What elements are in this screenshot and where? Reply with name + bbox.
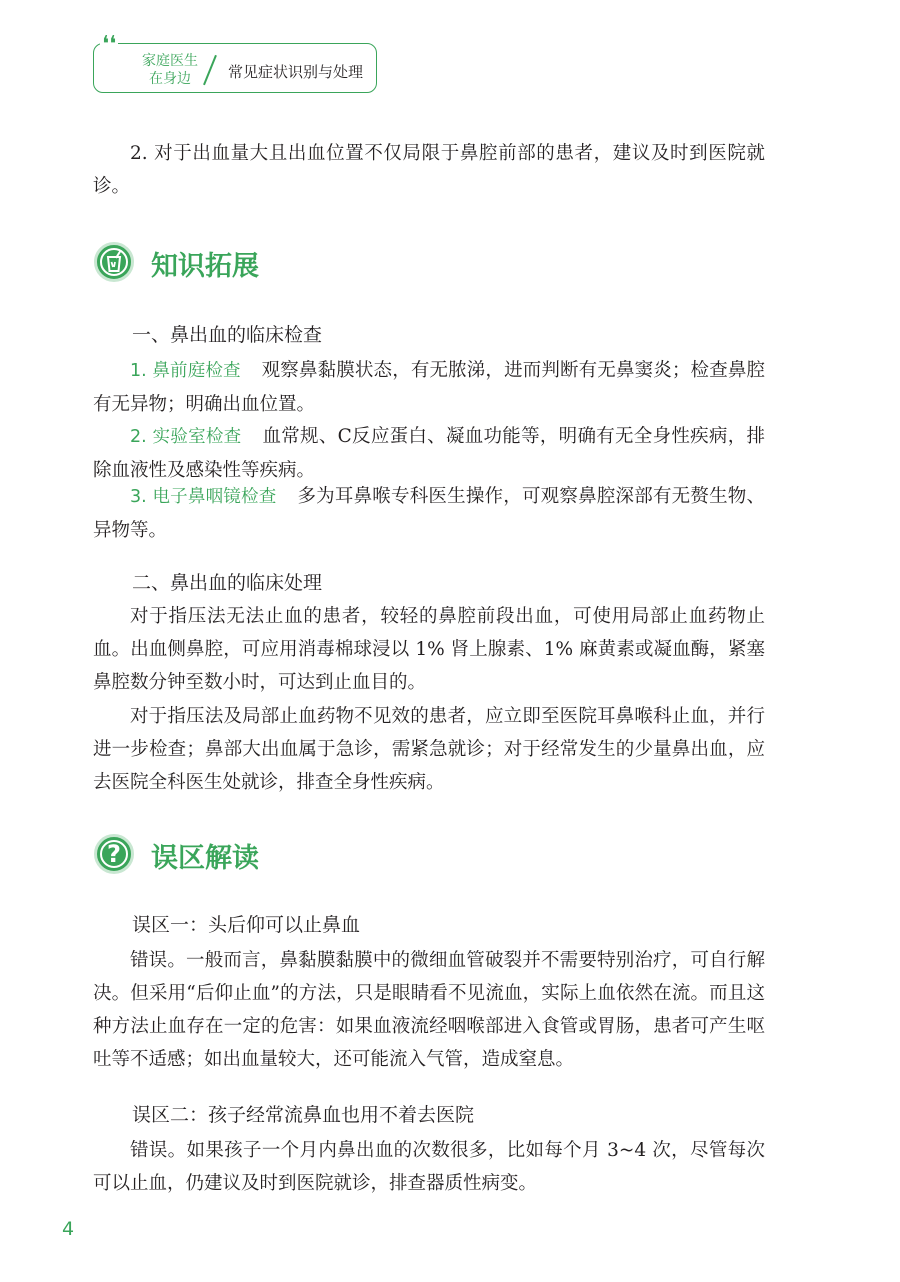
myths-section-title: 误区解读 — [151, 843, 259, 874]
drink-cup-icon — [94, 242, 134, 282]
exam-text: 多为耳鼻喉专科医生操作，可观察鼻腔深部有无赘生物、异物等。 — [93, 486, 765, 541]
series-title-line1: 家庭医生 — [142, 53, 198, 69]
myth-heading: 误区二：孩子经常流鼻血也用不着去医院 — [132, 1104, 475, 1126]
exam-term: 1. 鼻前庭检查 — [130, 361, 241, 381]
exam-term: 3. 电子鼻咽镜检查 — [130, 487, 277, 507]
treatment-paragraph: 对于指压法及局部止血药物不见效的患者，应立即至医院耳鼻喉科止血，并行进一步检查；鼻部大出血属于急诊，需紧急就诊；对于经常发生的少量鼻出血，应去医院全科医生处就诊，排查全身性疾病。 — [93, 706, 765, 793]
exam-heading: 一、鼻出血的临床检查 — [132, 324, 323, 346]
series-title-line2: 在身边 — [149, 71, 191, 87]
myth-text: 错误。一般而言，鼻黏膜黏膜中的微细血管破裂并不需要特别治疗，可自行解决。但采用“后仰止血”的方法，只是眼睛看不见流血，实际上血依然在流。而且这种方法止血存在一定的危害：如果血液流经咽喉部进入食管或胃肠，患者可产生呕吐等不适感；如出血量较大，还可能流入气管，造成窒息。 — [93, 950, 765, 1070]
question-mark-icon: ? — [94, 834, 134, 874]
series-title — [130, 52, 210, 88]
exam-text: 观察鼻黏膜状态，有无脓涕，进而判断有无鼻窦炎；检查鼻腔有无异物；明确出血位置。 — [93, 360, 765, 415]
page-number: 4 — [62, 1218, 75, 1240]
treatment-heading: 二、鼻出血的临床处理 — [132, 572, 323, 594]
book-title: 常见症状识别与处理 — [228, 63, 364, 81]
treatment-paragraph: 对于指压法无法止血的患者，较轻的鼻腔前段出血，可使用局部止血药物止血。出血侧鼻腔，可应用消毒棉球浸以 1% 肾上腺素、1% 麻黄素或凝血酶，紧塞鼻腔数分钟至数小时，可达到止血目的。 — [93, 606, 765, 693]
exam-item-2 — [93, 420, 765, 487]
myth-text: 错误。如果孩子一个月内鼻出血的次数很多，比如每个月 3~4 次，尽管每次可以止血，仍建议及时到医院就诊，排查器质性病变。 — [93, 1140, 765, 1194]
exam-item-3 — [93, 480, 765, 547]
quote-mark-icon: ❛❛ — [102, 32, 117, 57]
exam-term: 2. 实验室检查 — [130, 427, 242, 447]
intro-paragraph: 2. 对于出血量大且出血位置不仅局限于鼻腔前部的患者，建议及时到医院就诊。 — [93, 143, 765, 197]
exam-text: 血常规、C反应蛋白、凝血功能等，明确有无全身性疾病，排除血液性及感染性等疾病。 — [93, 426, 765, 481]
exam-item-1 — [93, 354, 765, 421]
knowledge-section-title: 知识拓展 — [151, 251, 259, 282]
myth-heading: 误区一：头后仰可以止鼻血 — [132, 914, 361, 936]
